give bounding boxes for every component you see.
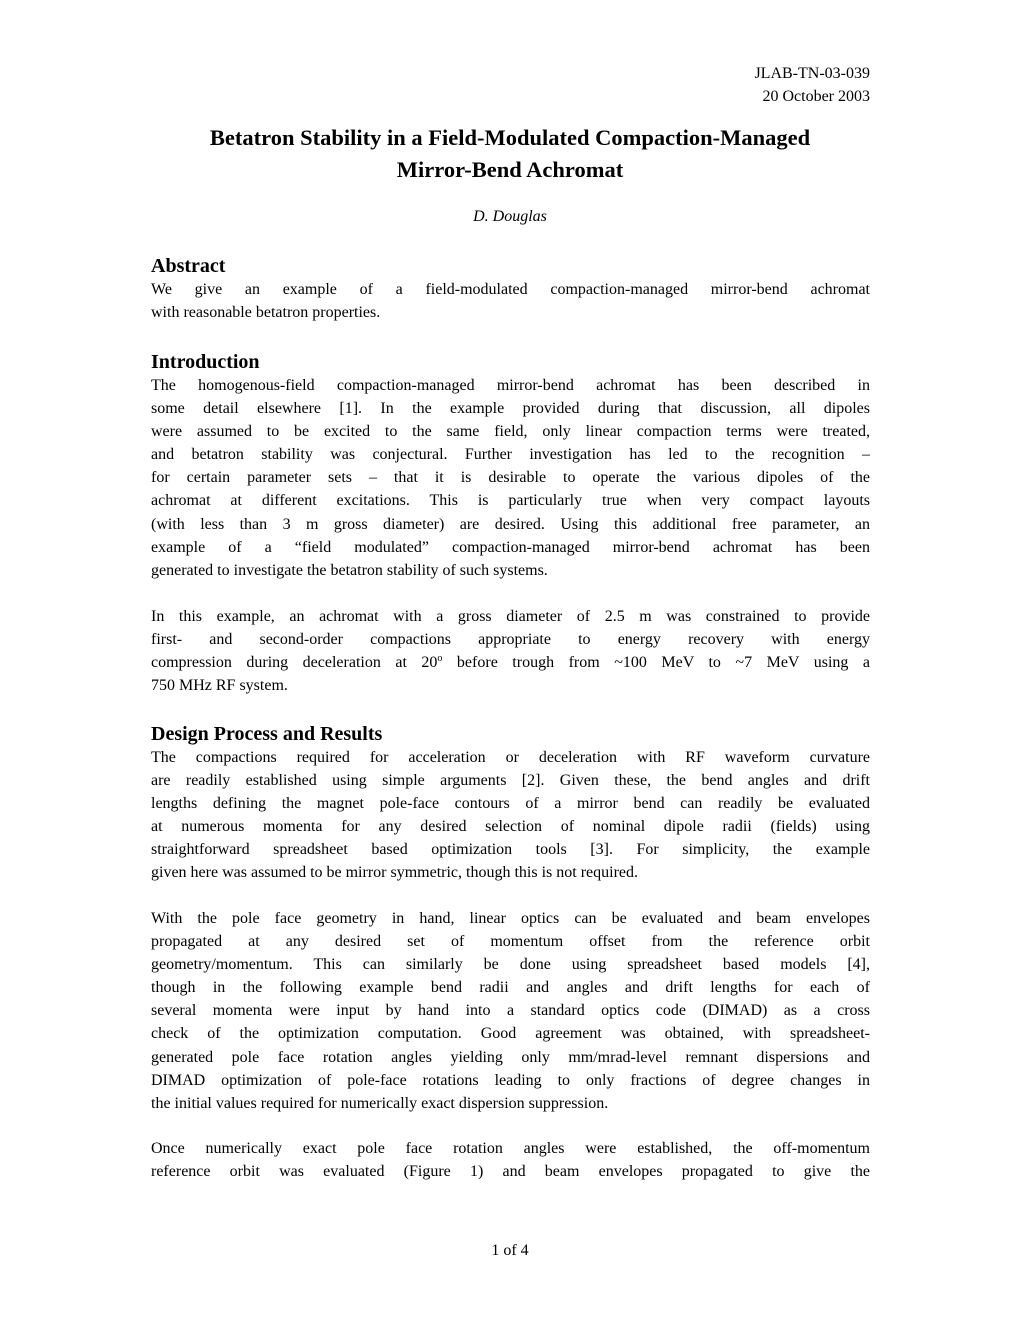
text-line: achromat at different excitations. This is particularly true when very compact layouts (151, 492, 870, 510)
design-heading: Design Process and Results (151, 723, 383, 745)
abstract-paragraph (151, 278, 870, 324)
text-line: given here was assumed to be mirror symmetric, though this is not required. (151, 864, 639, 882)
text-line: at numerous momenta for any desired selection of nominal dipole radii (fields) using (151, 818, 870, 836)
text-line: were assumed to be excited to the same field, only linear compaction terms were treated, (151, 423, 870, 441)
design-paragraph-1 (151, 746, 870, 885)
page-title (140, 122, 880, 186)
text-line: With the pole face geometry in hand, linear optics can be evaluated and beam envelopes (151, 910, 870, 927)
text-line: example of a “field modulated” compaction-managed mirror-bend achromat has been (151, 538, 870, 556)
text-line: though in the following example bend radii and angles and drift lengths for each of (151, 979, 870, 997)
text-line: the initial values required for numerically exact dispersion suppression. (151, 1094, 609, 1112)
text-line: generated to investigate the betatron stability of such systems. (151, 561, 548, 579)
text-line: with reasonable betatron properties. (151, 304, 381, 322)
text-fragment: before trough from ~100 MeV to ~7 MeV using a (442, 654, 870, 672)
author: D. Douglas (473, 208, 547, 225)
text-line: and betatron stability was conjectural. Further investigation has led to the recognition – (151, 446, 870, 464)
text-line: generated pole face rotation angles yielding only mm/mrad-level remnant dispersions and (151, 1048, 870, 1066)
document-header (754, 62, 870, 108)
text-line: propagated at any desired set of momentum offset from the reference orbit (151, 933, 870, 951)
text-line: check of the optimization computation. Good agreement was obtained, with spreadsheet- (151, 1025, 870, 1043)
text-line: (with less than 3 m gross diameter) are desired. Using this additional free parameter, an (151, 515, 870, 533)
text-line: reference orbit was evaluated (Figure 1) and beam envelopes propagated to give the (151, 1163, 870, 1181)
introduction-heading: Introduction (151, 351, 260, 373)
text-line: DIMAD optimization of pole-face rotations leading to only fractions of degree changes in (151, 1071, 870, 1089)
text-line (151, 651, 870, 674)
text-line: some detail elsewhere [1]. In the example provided during that discussion, all dipoles (151, 400, 870, 418)
report-number: JLAB-TN-03-039 (754, 65, 870, 82)
report-date: 20 October 2003 (762, 88, 870, 105)
text-line: The homogenous-field compaction-managed mirror-bend achromat has been described in (151, 377, 870, 394)
text-line: geometry/momentum. This can similarly be done using spreadsheet based models [4], (151, 956, 870, 974)
design-paragraph-3 (151, 1137, 870, 1183)
text-line: Once numerically exact pole face rotation angles were established, the off-momentum (151, 1140, 870, 1157)
design-paragraph-2 (151, 907, 870, 1115)
title-line-1: Betatron Stability in a Field-Modulated Compaction-Managed (209, 125, 811, 150)
page-number: 1 of 4 (491, 1242, 529, 1259)
text-line: first- and second-order compactions appropriate to energy recovery with energy (151, 631, 870, 649)
abstract-heading: Abstract (151, 255, 226, 277)
text-fragment: compression during deceleration at 20 (151, 654, 438, 672)
degree-superscript: o (437, 653, 443, 665)
text-line: are readily established using simple arguments [2]. Given these, the bend angles and drift (151, 772, 870, 790)
text-line: We give an example of a field-modulated compaction-managed mirror-bend achromat (151, 281, 870, 298)
text-line: In this example, an achromat with a gross diameter of 2.5 m was constrained to provide (151, 608, 870, 625)
text-line: lengths defining the magnet pole-face contours of a mirror bend can readily be evaluated (151, 795, 870, 813)
text-line: 750 MHz RF system. (151, 677, 288, 695)
title-line-2: Mirror-Bend Achromat (396, 157, 624, 182)
text-line: The compactions required for acceleration or deceleration with RF waveform curvature (151, 749, 870, 766)
introduction-paragraph-2 (151, 605, 870, 697)
introduction-paragraph-1 (151, 374, 870, 582)
text-line: straightforward spreadsheet based optimization tools [3]. For simplicity, the example (151, 841, 870, 859)
text-line: for certain parameter sets – that it is desirable to operate the various dipoles of the (151, 469, 870, 487)
text-line: several momenta were input by hand into a standard optics code (DIMAD) as a cross (151, 1002, 870, 1020)
